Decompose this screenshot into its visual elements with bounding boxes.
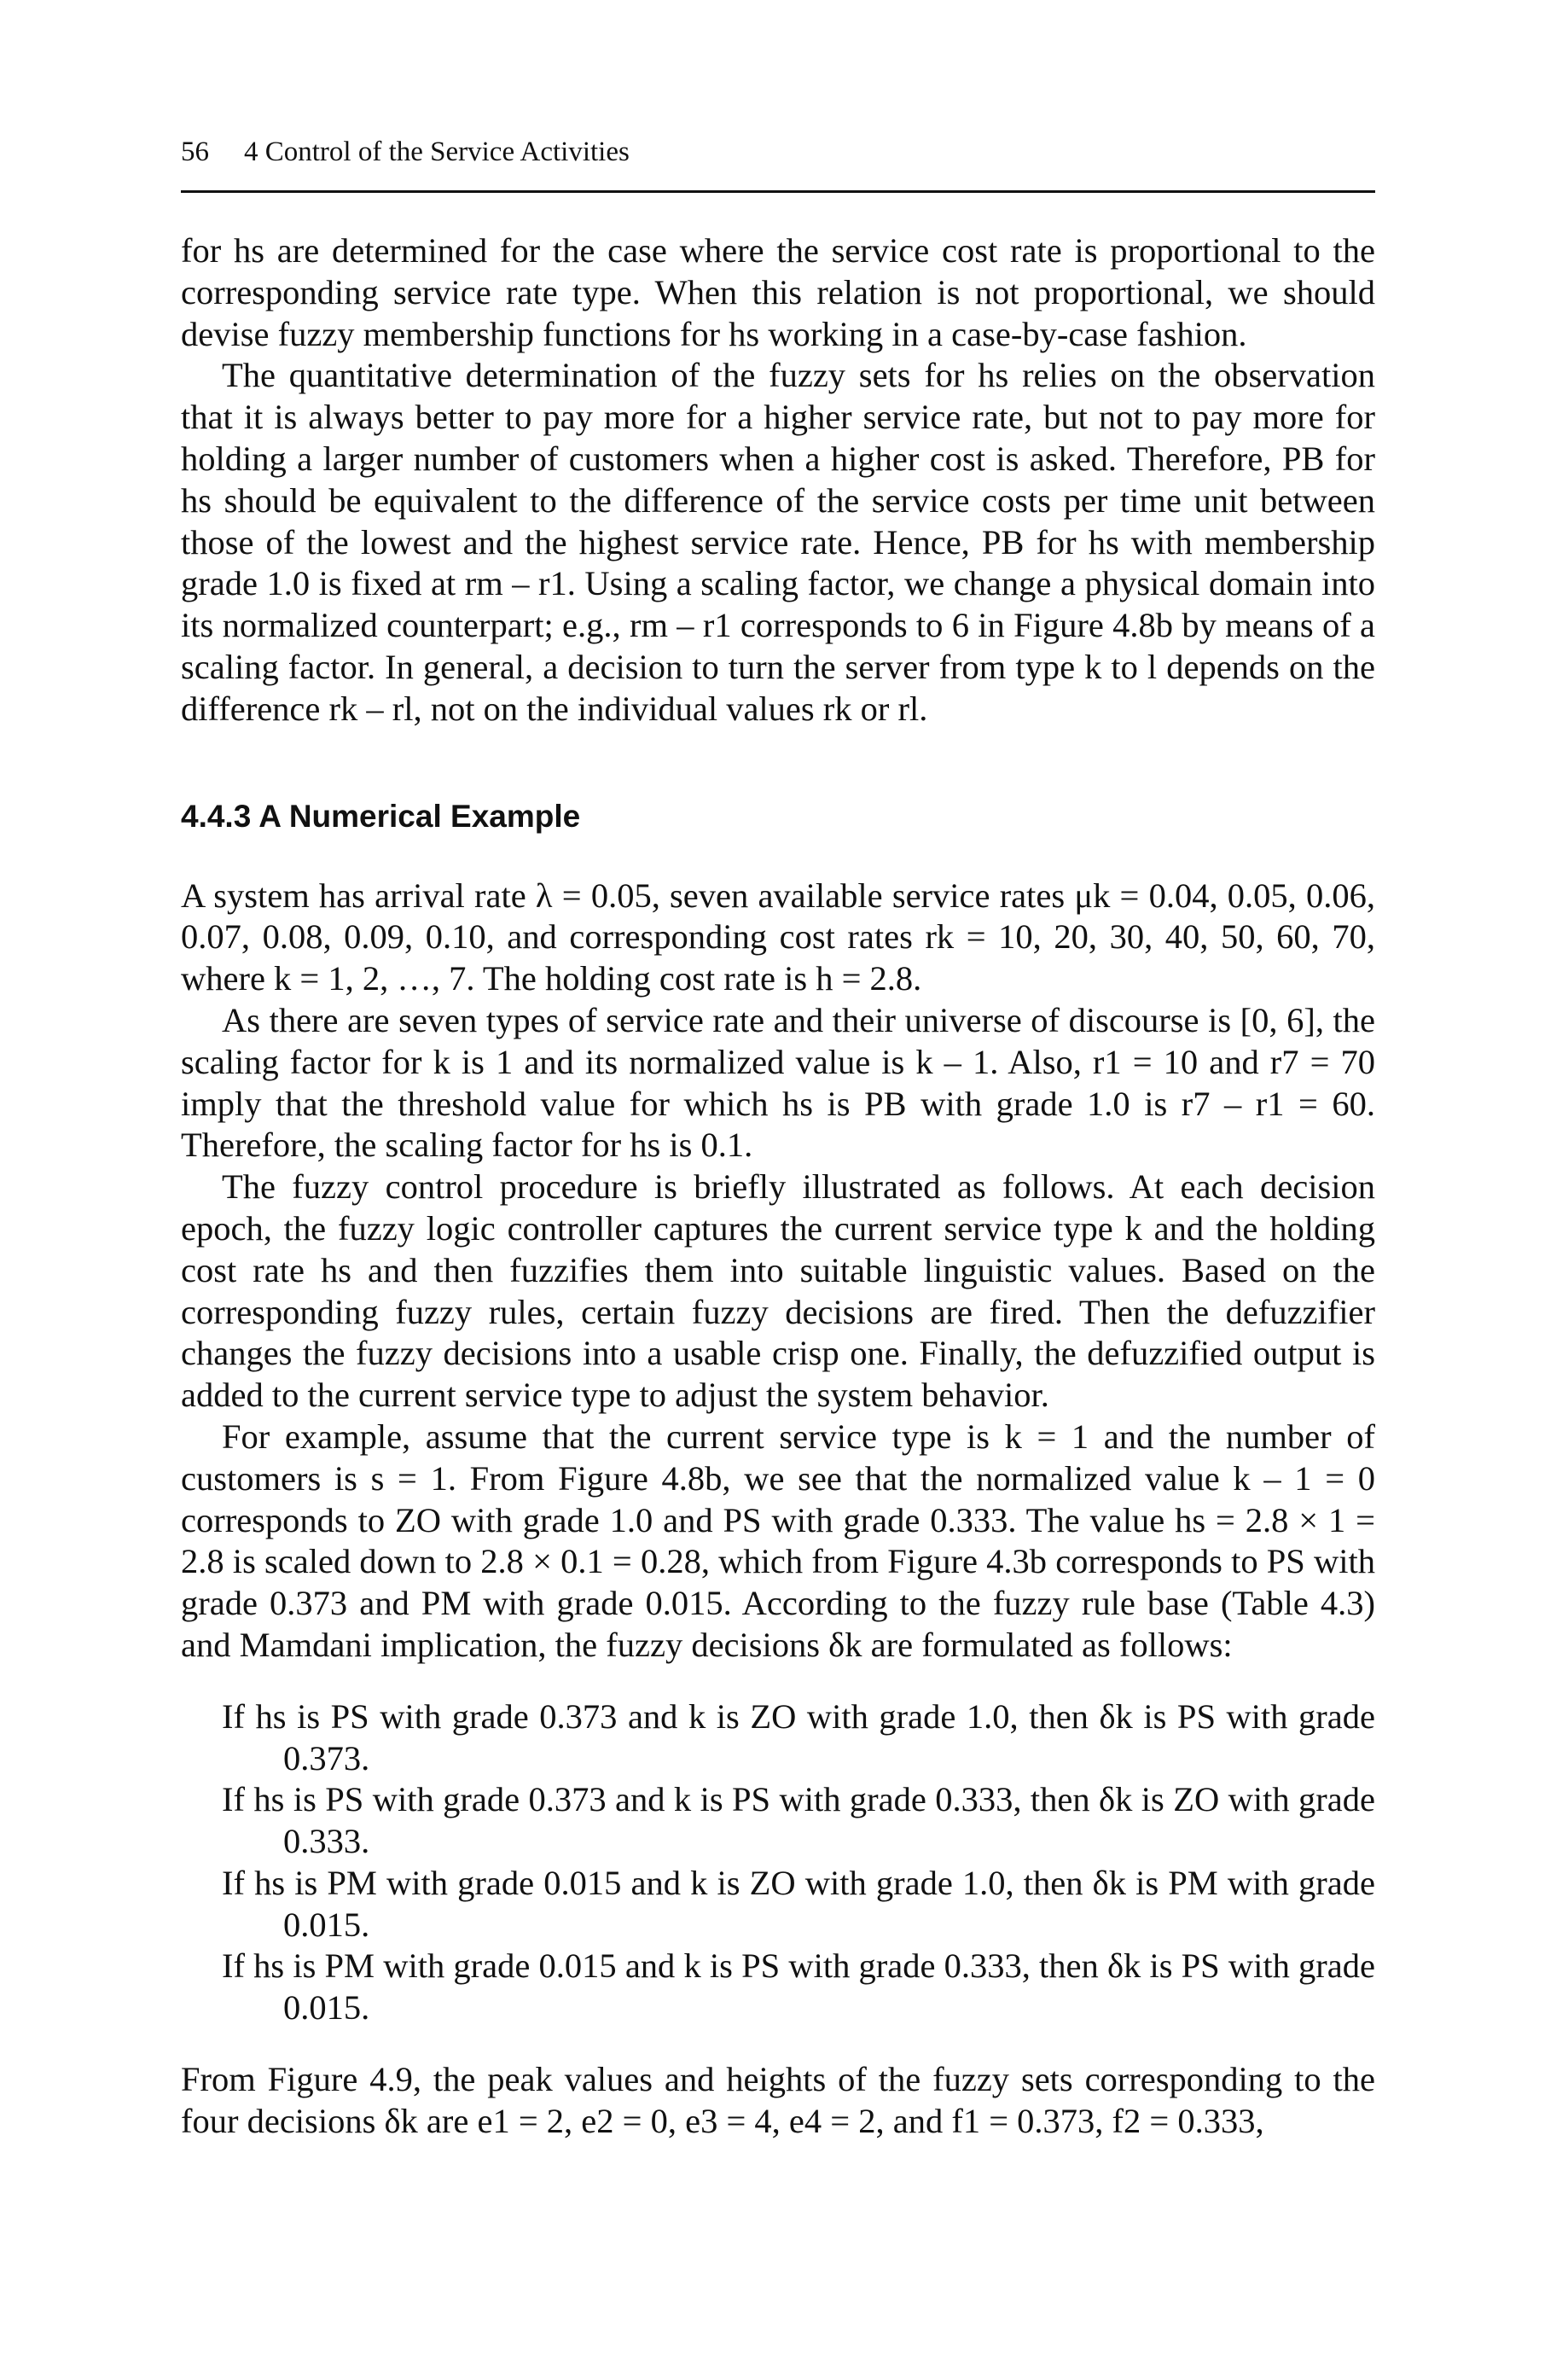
chapter-title: 4 Control of the Service Activities [244, 137, 630, 167]
fuzzy-rules-list [222, 1696, 1375, 2029]
section-heading: 4.4.3 A Numerical Example [181, 798, 581, 834]
intro-paragraph: for hs are determined for the case where the service cost rate is proportional to the corresponding service rate type. When this relation is not proportional, we should devise fuzzy membership functions for hs working in a case-by-case fashion. [181, 231, 1375, 353]
body-text [181, 230, 1375, 2143]
running-header [181, 135, 1375, 169]
fuzzy-rule: If hs is PS with grade 0.373 and k is PS with grade 0.333, then δk is ZO with grade 0.333. [222, 1780, 1375, 1861]
paragraph-quantitative: The quantitative determination of the fuzzy sets for hs relies on the observation that it is always better to pay more for a higher service rate, but not to pay more for holding a larger number of customers when a higher cost is asked. Therefore, PB for hs should be equivalent to the difference of the service costs per time unit between those of the lowest and the highest service rate. Hence, PB for hs with membership grade 1.0 is fixed at rm – r1. Using a scaling factor, we change a physical domain into its normalized counterpart; e.g., rm – r1 corresponds to 6 in Figure 4.8b by means of a scaling factor. In general, a decision to turn the server from type k to l depends on the difference rk – rl, not on the individual values rk or rl. [181, 356, 1375, 728]
fuzzy-rule: If hs is PS with grade 0.373 and k is ZO with grade 1.0, then δk is PS with grade 0.373. [222, 1696, 1375, 1777]
paragraph-procedure: The fuzzy control procedure is briefly illustrated as follows. At each decision epoch, the fuzzy logic controller captures the current service type k and the holding cost rate hs and then fuzzifies them into suitable linguistic values. Based on the corresponding fuzzy rules, certain fuzzy decisions are fired. Then the defuzzifier changes the fuzzy decisions into a usable crisp one. Finally, the defuzzified output is added to the current service type to adjust the system behavior. [181, 1167, 1375, 1415]
fuzzy-rule: If hs is PM with grade 0.015 and k is PS with grade 0.333, then δk is PS with grade 0.015. [222, 1946, 1375, 2028]
paragraph-system: A system has arrival rate λ = 0.05, seven available service rates μk = 0.04, 0.05, 0.06, 0.07, 0.08, 0.09, 0.10, and corresponding cost rates rk = 10, 20, 30, 40, 50, 60, 70, where k = 1, 2, …, 7. The holding cost rate is h = 2.8. [181, 876, 1375, 998]
paragraph-scaling: As there are seven types of service rate and their universe of discourse is [0, 6], the scaling factor for k is 1 and its normalized value is k – 1. Also, r1 = 10 and r7 = 70 imply that the threshold value for which hs is PB with grade 1.0 is r7 – r1 = 60. Therefore, the scaling factor for hs is 0.1. [181, 1000, 1375, 1165]
header-rule [181, 190, 1375, 193]
paragraph-example: For example, assume that the current service type is k = 1 and the number of customers is s = 1. From Figure 4.8b, we see that the normalized value k – 1 = 0 corresponds to ZO with grade 1.0 and PS with grade 0.333. The value hs = 2.8 × 1 = 2.8 is scaled down to 2.8 × 0.1 = 0.28, which from Figure 4.3b corresponds to PS with grade 0.373 and PM with grade 0.015. According to the fuzzy rule base (Table 4.3) and Mamdani implication, the fuzzy decisions δk are formulated as follows: [181, 1417, 1375, 1664]
paragraph-final: From Figure 4.9, the peak values and heights of the fuzzy sets corresponding to the four decisions δk are e1 = 2, e2 = 0, e3 = 4, e4 = 2, and f1 = 0.373, f2 = 0.333, [181, 2060, 1375, 2140]
page-number: 56 [181, 137, 209, 167]
fuzzy-rule: If hs is PM with grade 0.015 and k is ZO with grade 1.0, then δk is PM with grade 0.015. [222, 1863, 1375, 1944]
